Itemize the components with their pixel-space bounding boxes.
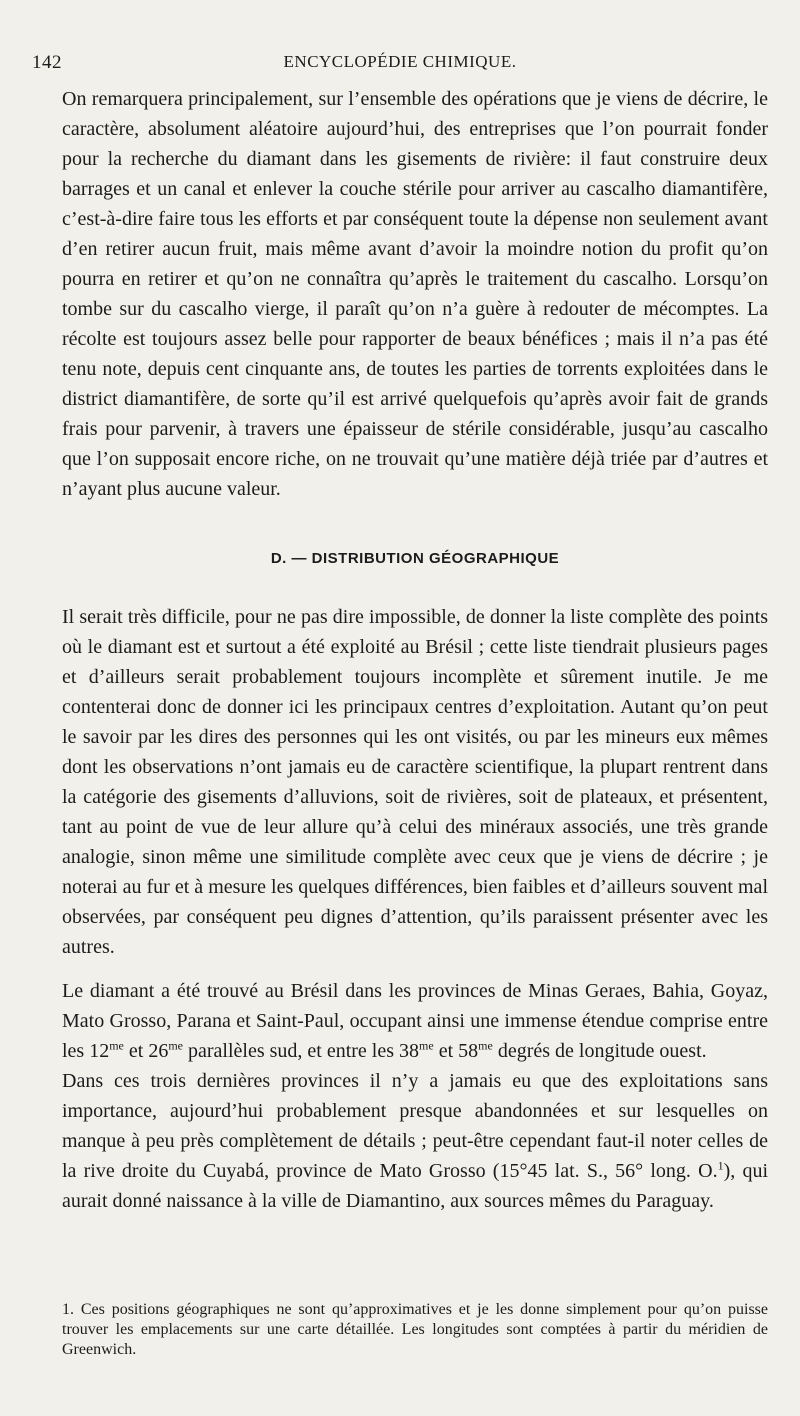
page-number: 142 xyxy=(32,52,62,73)
paragraph-3-text-b: et 26 xyxy=(123,1040,169,1062)
paragraph-1: On remarquera principalement, sur l’ensemble des opérations que je viens de décrire, le caractère, absolument aléatoire aujourd’hui, des entreprises que l’on pourrait fonder pour la recherche du diamant dans les gisements de rivière: il faut construire deux barrages et un canal et enlever la couche stérile pour arriver au cascalho diamantifère, c’est-à-dire faire tous les efforts et par conséquent toute la dépense non seulement avant d’en retirer aucun fruit, mais même avant d’avoir la moindre notion du profit qu’on pourra en retirer et qu’on ne connaîtra qu’après le traitement du cascalho. Lorsqu’on tombe sur du cascalho vierge, il paraît qu’on n’a guère à redouter de mécomptes. La récolte est toujours assez belle pour rapporter de beaux bénéfices ; mais il n’a pas été tenu note, depuis cent cinquante ans, de toutes les parties de torrents exploitées dans le district diamantifère, de sorte qu’il est arrivé quelquefois qu’après avoir fait de grands frais pour parvenir, à travers une épaisseur de stérile considérable, jusqu’au cascalho que l’on supposait encore riche, on ne trouvait qu’une matière déjà triée par d’autres et n’ayant plus aucune valeur. xyxy=(62,88,768,500)
ordinal-superscript: me xyxy=(478,1038,493,1053)
paragraph-3-text-e: degrés de longitude ouest. xyxy=(492,1040,707,1062)
page-body xyxy=(62,84,768,1216)
paragraph-3 xyxy=(62,976,768,1066)
paragraph-3-text-a: Le diamant a été trouvé au Brésil dans les provinces de Minas Geraes, Bahia, Goyaz, Mato Grosso, Parana et Saint-Paul, occupant ainsi une immense étendue comprise entre les 12 xyxy=(62,980,768,1062)
ordinal-superscript: me xyxy=(109,1038,124,1053)
paragraph-2: Il serait très difficile, pour ne pas dire impossible, de donner la liste complète des points où le diamant est et surtout a été exploité au Brésil ; cette liste tiendrait plusieurs pages et d’ailleurs serait probablement toujours incomplète et sûrement inutile. Je me contenterai donc de donner ici les principaux centres d’exploitation. Autant qu’on peut le savoir par les dires des personnes qui les ont visités, ou par les mineurs eux mêmes dont les observations n’ont jamais eu de caractère scientifique, la plupart rentrent dans la catégorie des gisements d’alluvions, soit de rivières, soit de plateaux, et présentent, tant au point de vue de leur allure qu’à celui des minéraux associés, une très grande analogie, sinon même une similitude complète avec ceux que je viens de décrire ; je noterai au fur et à mesure les quelques différences, bien faibles et d’ailleurs souvent mal observées, par conséquent peu dignes d’attention, qu’ils paraissent présenter avec les autres. xyxy=(62,606,768,958)
ordinal-superscript: me xyxy=(419,1038,434,1053)
footnote-marker: 1 xyxy=(717,1158,724,1173)
section-heading: D. — DISTRIBUTION GÉOGRAPHIQUE xyxy=(270,550,560,567)
paragraph-4 xyxy=(62,1066,768,1216)
footnote: 1. Ces positions géographiques ne sont qu’approximatives et je les donne simplement pour qu’on puisse trouver les emplacements sur une carte détaillée. Les longitudes sont comptées à partir du méridien de Greenwich. xyxy=(62,1301,768,1358)
paragraph-3-text-c: parallèles sud, et entre les 38 xyxy=(183,1040,420,1062)
running-title: ENCYCLOPÉDIE CHIMIQUE. xyxy=(283,52,517,71)
paragraph-3-text-d: et 58 xyxy=(433,1040,479,1062)
paragraph-4-text-b: ), qui aurait donné naissance à la ville de Diamantino, aux sources mêmes du Paraguay. xyxy=(62,1160,768,1212)
ordinal-superscript: me xyxy=(168,1038,183,1053)
paragraph-4-text-a: Dans ces trois dernières provinces il n’y a jamais eu que des exploitations sans importance, aujourd’hui probablement presque abandonnées et sur lesquelles on manque à peu près complètement de détails ; peut-être cependant faut-il noter celles de la rive droite du Cuyabá, province de Mato Grosso (15°45 lat. S., 56° long. O. xyxy=(62,1070,768,1182)
